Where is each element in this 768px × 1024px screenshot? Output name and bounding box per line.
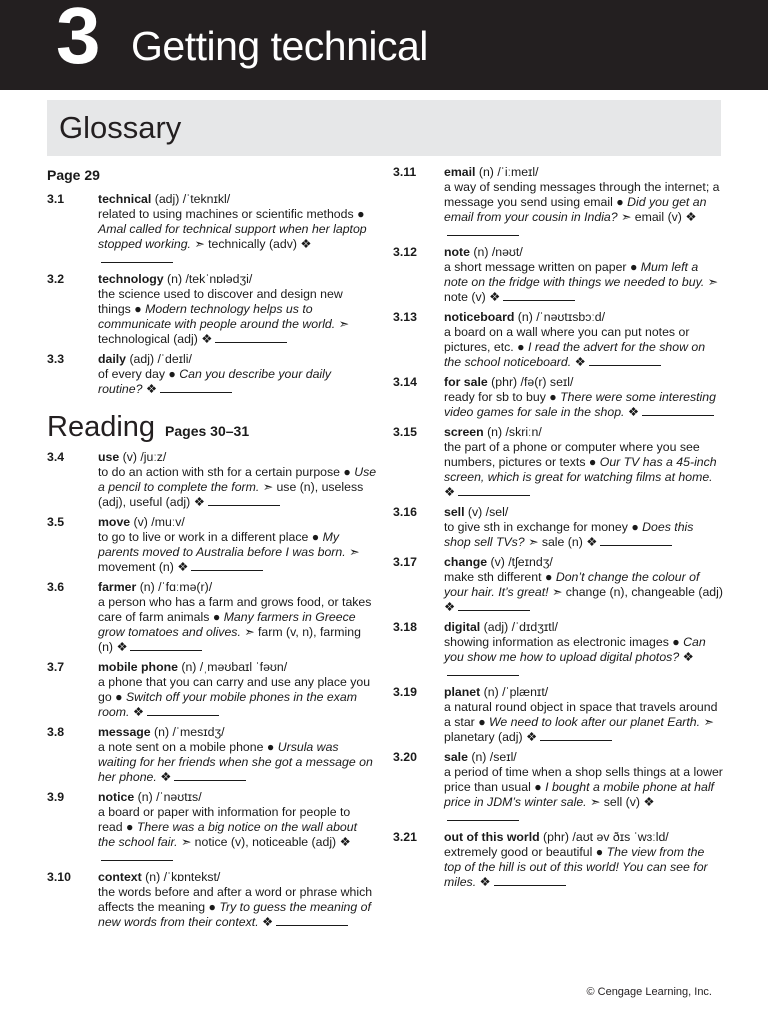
- part-of-speech: (n) /skriːn/: [483, 425, 542, 439]
- example-sentence: Can you show me how to upload digital photos?: [444, 635, 706, 664]
- entry-group-1: [47, 192, 377, 397]
- headword: note: [444, 245, 470, 259]
- definition: to go to live or work in a different place: [98, 530, 309, 544]
- part-of-speech: (n) /ˈiːmeɪl/: [475, 165, 539, 179]
- derivative-arrow-icon: ➣: [590, 795, 601, 809]
- entry-number: 3.12: [393, 245, 417, 259]
- entry-body: [444, 750, 723, 825]
- translation-diamond-icon: ❖: [193, 495, 205, 509]
- glossary-entry: [47, 192, 377, 267]
- example-sentence: Switch off your mobile phones in the exam room.: [98, 690, 357, 719]
- example-sentence: Don’t change the colour of your hair. It’s great!: [444, 570, 700, 599]
- translation-blank: [147, 705, 219, 716]
- derivatives: sell (v): [603, 795, 640, 809]
- entry-number: 3.8: [47, 725, 65, 739]
- derivative-arrow-icon: ➣: [338, 317, 349, 331]
- example-sentence: Does this shop sell TVs?: [444, 520, 694, 549]
- derivatives: use (n), useless (adj), useful (adj): [98, 480, 364, 509]
- reading-pages: Pages 30–31: [165, 423, 250, 439]
- headword: context: [98, 870, 142, 884]
- entry-body: [98, 515, 377, 575]
- chapter-title: Getting technical: [131, 23, 428, 69]
- entry-body: [98, 192, 377, 267]
- example-sentence: Try to guess the meaning of new words from their context.: [98, 900, 371, 929]
- translation-blank: [540, 730, 612, 741]
- headword: technology: [98, 272, 164, 286]
- translation-diamond-icon: ❖: [201, 332, 213, 346]
- chapter-header: [0, 0, 768, 90]
- entry-body: [98, 870, 377, 930]
- translation-diamond-icon: ❖: [444, 485, 456, 499]
- entry-number: 3.9: [47, 790, 65, 804]
- translation-diamond-icon: ❖: [682, 650, 694, 664]
- definition: a way of sending messages through the internet; a message you send using email: [444, 180, 720, 209]
- example-sentence: Our TV has a 45-inch screen, which is great for watching films at home.: [444, 455, 717, 484]
- part-of-speech: (n) /ˌməʊbaɪl ˈfəʊn/: [177, 660, 288, 674]
- bullet-icon: ●: [134, 302, 142, 316]
- definition: a board on a wall where you can put notes or pictures, etc.: [444, 325, 690, 354]
- glossary-banner: [47, 100, 721, 156]
- translation-blank: [447, 810, 519, 821]
- glossary-entry: [393, 245, 723, 305]
- definition: the science used to discover and design new things: [98, 287, 343, 316]
- headword: planet: [444, 685, 481, 699]
- entry-body: [98, 725, 377, 785]
- entry-number: 3.21: [393, 830, 417, 844]
- part-of-speech: (n) /ˈkɒntekst/: [141, 870, 221, 884]
- translation-diamond-icon: ❖: [444, 600, 456, 614]
- entry-group-2: [47, 450, 377, 930]
- bullet-icon: ●: [343, 465, 351, 479]
- entry-number: 3.11: [393, 165, 417, 179]
- entry-body: [444, 375, 723, 420]
- glossary-entry: [47, 580, 377, 655]
- right-column: [393, 165, 723, 895]
- derivative-arrow-icon: ➣: [262, 480, 274, 494]
- headword: technical: [98, 192, 152, 206]
- headword: out of this world: [444, 830, 540, 844]
- translation-diamond-icon: ❖: [489, 290, 501, 304]
- headword: message: [98, 725, 151, 739]
- example-sentence: Ursula was waiting for her friends when she got a message on her phone.: [98, 740, 373, 784]
- definition: ready for sb to buy: [444, 390, 546, 404]
- translation-blank: [130, 640, 202, 651]
- glossary-entry: [393, 505, 723, 550]
- derivative-arrow-icon: ➣: [707, 275, 718, 289]
- definition: a natural round object in space that travels around a star: [444, 700, 718, 729]
- part-of-speech: (v) /juːz/: [119, 450, 167, 464]
- entry-number: 3.19: [393, 685, 417, 699]
- bullet-icon: ●: [168, 367, 176, 381]
- bullet-icon: ●: [631, 520, 639, 534]
- entry-body: [444, 425, 723, 500]
- bullet-icon: ●: [357, 207, 365, 221]
- translation-diamond-icon: ❖: [643, 795, 655, 809]
- part-of-speech: (v) /tʃeɪndʒ/: [487, 555, 553, 569]
- headword: email: [444, 165, 476, 179]
- entry-number: 3.20: [393, 750, 417, 764]
- translation-diamond-icon: ❖: [177, 560, 189, 574]
- translation-blank: [458, 600, 530, 611]
- glossary-entry: [393, 620, 723, 680]
- chapter-number: 3: [56, 0, 101, 80]
- translation-diamond-icon: ❖: [145, 382, 157, 396]
- definition: of every day: [98, 367, 165, 381]
- entry-body: [98, 580, 377, 655]
- reading-title: Reading: [47, 411, 156, 443]
- example-sentence: There were some interesting video games for sale in the shop.: [444, 390, 716, 419]
- derivatives: sale (n): [541, 535, 583, 549]
- headword: mobile phone: [98, 660, 178, 674]
- headword: noticeboard: [444, 310, 515, 324]
- entry-number: 3.4: [47, 450, 65, 464]
- derivative-arrow-icon: ➣: [244, 625, 255, 639]
- entry-number: 3.6: [47, 580, 65, 594]
- entry-body: [444, 505, 723, 550]
- translation-blank: [101, 850, 173, 861]
- derivatives: change (n), changeable (adj): [565, 585, 723, 599]
- entry-body: [444, 685, 723, 745]
- glossary-entry: [47, 870, 377, 930]
- translation-blank: [208, 495, 280, 506]
- entry-body: [98, 660, 377, 720]
- glossary-entry: [47, 660, 377, 720]
- entry-body: [98, 450, 377, 510]
- glossary-entry: [393, 750, 723, 825]
- definition: a short message written on paper: [444, 260, 627, 274]
- bullet-icon: ●: [208, 900, 216, 914]
- entry-number: 3.7: [47, 660, 65, 674]
- bullet-icon: ●: [311, 530, 320, 544]
- example-sentence: Use a pencil to complete the form.: [98, 465, 377, 494]
- definition: related to using machines or scientific methods: [98, 207, 354, 221]
- part-of-speech: (phr) /fə(r) seɪl/: [487, 375, 574, 389]
- bullet-icon: ●: [115, 690, 123, 704]
- definition: the words before and after a word or phrase which affects the meaning: [98, 885, 373, 914]
- definition: extremely good or beautiful: [444, 845, 593, 859]
- copyright-footer: © Cengage Learning, Inc.: [586, 986, 712, 998]
- glossary-entry: [47, 790, 377, 865]
- part-of-speech: (n) /ˈnəʊtɪs/: [134, 790, 202, 804]
- derivative-arrow-icon: ➣: [528, 535, 539, 549]
- example-sentence: The view from the top of the hill is out of this world! You can see for miles.: [444, 845, 708, 889]
- entry-body: [98, 272, 377, 347]
- example-sentence: There was a big notice on the wall about the school fair.: [98, 820, 358, 849]
- entry-body: [444, 310, 723, 370]
- example-sentence: We need to look after our planet Earth.: [489, 715, 701, 729]
- entry-body: [444, 620, 723, 680]
- part-of-speech: (v) /sel/: [464, 505, 509, 519]
- derivative-arrow-icon: ➣: [703, 715, 714, 729]
- headword: screen: [444, 425, 484, 439]
- bullet-icon: ●: [126, 820, 134, 834]
- page-label: Page 29: [47, 167, 100, 183]
- bullet-icon: ●: [478, 715, 486, 729]
- part-of-speech: (n) /ˈplænɪt/: [480, 685, 549, 699]
- definition: showing information as electronic images: [444, 635, 669, 649]
- glossary-entry: [393, 310, 723, 370]
- glossary-entry: [393, 685, 723, 745]
- example-sentence: Amal called for technical support when her laptop stopped working.: [98, 222, 367, 251]
- derivatives: technically (adv): [208, 237, 297, 251]
- headword: sale: [444, 750, 468, 764]
- example-sentence: Many farmers in Greece grow tomatoes and olives.: [98, 610, 356, 639]
- definition: a phone that you can carry and use any place you go: [98, 675, 371, 704]
- derivatives: planetary (adj): [444, 730, 523, 744]
- part-of-speech: (n) /ˈfɑːmə(r)/: [136, 580, 213, 594]
- entry-number: 3.5: [47, 515, 65, 529]
- reading-heading: [47, 413, 377, 442]
- bullet-icon: ●: [266, 740, 275, 754]
- entry-body: [98, 790, 377, 865]
- left-column: [47, 165, 377, 935]
- headword: sell: [444, 505, 465, 519]
- definition: a board or paper with information for people to read: [98, 805, 351, 834]
- bullet-icon: ●: [672, 635, 680, 649]
- example-sentence: Can you describe your daily routine?: [98, 367, 332, 396]
- translation-diamond-icon: ❖: [339, 835, 351, 849]
- entry-number: 3.13: [393, 310, 417, 324]
- entry-group-3: [393, 165, 723, 890]
- translation-blank: [276, 915, 348, 926]
- glossary-entry: [47, 725, 377, 785]
- translation-diamond-icon: ❖: [300, 237, 312, 251]
- entry-body: [444, 830, 723, 890]
- example-sentence: Mum left a note on the fridge with things we needed to buy.: [444, 260, 705, 289]
- derivatives: technological (adj): [98, 332, 198, 346]
- part-of-speech: (n) /ˈmesɪdʒ/: [150, 725, 225, 739]
- translation-blank: [160, 382, 232, 393]
- translation-diamond-icon: ❖: [262, 915, 274, 929]
- translation-blank: [101, 252, 173, 263]
- headword: change: [444, 555, 488, 569]
- entry-number: 3.16: [393, 505, 417, 519]
- glossary-entry: [393, 165, 723, 240]
- translation-blank: [191, 560, 263, 571]
- derivative-arrow-icon: ➣: [180, 835, 192, 849]
- entry-number: 3.1: [47, 192, 65, 206]
- translation-diamond-icon: ❖: [479, 875, 491, 889]
- translation-diamond-icon: ❖: [586, 535, 598, 549]
- bullet-icon: ●: [517, 340, 525, 354]
- translation-diamond-icon: ❖: [160, 770, 172, 784]
- bullet-icon: ●: [534, 780, 542, 794]
- derivatives: farm (v, n), farming (n): [98, 625, 361, 654]
- derivative-arrow-icon: ➣: [349, 545, 360, 559]
- bullet-icon: ●: [629, 260, 638, 274]
- glossary-entry: [393, 375, 723, 420]
- part-of-speech: (v) /muːv/: [130, 515, 185, 529]
- headword: notice: [98, 790, 135, 804]
- translation-blank: [600, 535, 672, 546]
- entry-body: [444, 555, 723, 615]
- bullet-icon: ●: [544, 570, 553, 584]
- translation-blank: [503, 290, 575, 301]
- glossary-entry: [47, 272, 377, 347]
- example-sentence: Did you get an email from your cousin in India?: [444, 195, 707, 224]
- entry-number: 3.2: [47, 272, 65, 286]
- part-of-speech: (n) /tekˈnɒlədʒi/: [163, 272, 253, 286]
- translation-diamond-icon: ❖: [132, 705, 144, 719]
- headword: move: [98, 515, 131, 529]
- glossary-entry: [393, 830, 723, 890]
- translation-blank: [447, 225, 519, 236]
- glossary-title: Glossary: [59, 110, 182, 145]
- derivatives: email (v): [634, 210, 682, 224]
- definition: to do an action with sth for a certain purpose: [98, 465, 340, 479]
- headword: farmer: [98, 580, 137, 594]
- entry-body: [444, 165, 723, 240]
- bullet-icon: ●: [212, 610, 221, 624]
- entry-number: 3.17: [393, 555, 417, 569]
- entry-number: 3.18: [393, 620, 417, 634]
- derivatives: movement (n): [98, 560, 174, 574]
- part-of-speech: (phr) /aʊt əv ðɪs ˈwɜːld/: [539, 830, 669, 844]
- derivatives: note (v): [444, 290, 486, 304]
- derivative-arrow-icon: ➣: [194, 237, 205, 251]
- translation-blank: [589, 355, 661, 366]
- part-of-speech: (n) /ˈnəʊtɪsbɔːd/: [514, 310, 606, 324]
- derivative-arrow-icon: ➣: [552, 585, 563, 599]
- definition: a person who has a farm and grows food, or takes care of farm animals: [98, 595, 372, 624]
- translation-blank: [447, 665, 519, 676]
- definition: a period of time when a shop sells things at a lower price than usual: [444, 765, 723, 794]
- entry-body: [98, 352, 377, 397]
- part-of-speech: (n) /nəʊt/: [469, 245, 523, 259]
- translation-blank: [458, 485, 530, 496]
- example-sentence: I bought a mobile phone at half price in JDM’s winter sale.: [444, 780, 714, 809]
- definition: make sth different: [444, 570, 542, 584]
- glossary-entry: [47, 352, 377, 397]
- headword: digital: [444, 620, 481, 634]
- entry-number: 3.3: [47, 352, 65, 366]
- headword: use: [98, 450, 120, 464]
- translation-blank: [642, 405, 714, 416]
- part-of-speech: (adj) /ˈteknɪkl/: [151, 192, 231, 206]
- bullet-icon: ●: [549, 390, 557, 404]
- example-sentence: My parents moved to Australia before I was born.: [98, 530, 346, 559]
- example-sentence: I read the advert for the show on the school noticeboard.: [444, 340, 706, 369]
- part-of-speech: (adj) /ˈdeɪli/: [126, 352, 192, 366]
- entry-number: 3.14: [393, 375, 417, 389]
- translation-diamond-icon: ❖: [685, 210, 697, 224]
- entry-body: [444, 245, 723, 305]
- derivative-arrow-icon: ➣: [621, 210, 632, 224]
- glossary-entry: [47, 450, 377, 510]
- part-of-speech: (n) /seɪl/: [467, 750, 517, 764]
- translation-diamond-icon: ❖: [574, 355, 586, 369]
- entry-number: 3.15: [393, 425, 417, 439]
- headword: for sale: [444, 375, 488, 389]
- glossary-entry: [393, 555, 723, 615]
- bullet-icon: ●: [588, 455, 597, 469]
- definition: the part of a phone or computer where you see numbers, pictures or texts: [444, 440, 700, 469]
- translation-blank: [215, 332, 287, 343]
- translation-blank: [494, 875, 566, 886]
- translation-diamond-icon: ❖: [526, 730, 538, 744]
- definition: to give sth in exchange for money: [444, 520, 628, 534]
- headword: daily: [98, 352, 127, 366]
- glossary-entry: [47, 515, 377, 575]
- bullet-icon: ●: [616, 195, 624, 209]
- example-sentence: Modern technology helps us to communicate with people around the world.: [98, 302, 336, 331]
- derivatives: notice (v), noticeable (adj): [194, 835, 337, 849]
- translation-diamond-icon: ❖: [627, 405, 639, 419]
- part-of-speech: (adj) /ˈdɪdʒɪtl/: [480, 620, 558, 634]
- definition: a note sent on a mobile phone: [98, 740, 264, 754]
- glossary-entry: [393, 425, 723, 500]
- translation-blank: [174, 770, 246, 781]
- bullet-icon: ●: [595, 845, 604, 859]
- entry-number: 3.10: [47, 870, 71, 884]
- translation-diamond-icon: ❖: [116, 640, 128, 654]
